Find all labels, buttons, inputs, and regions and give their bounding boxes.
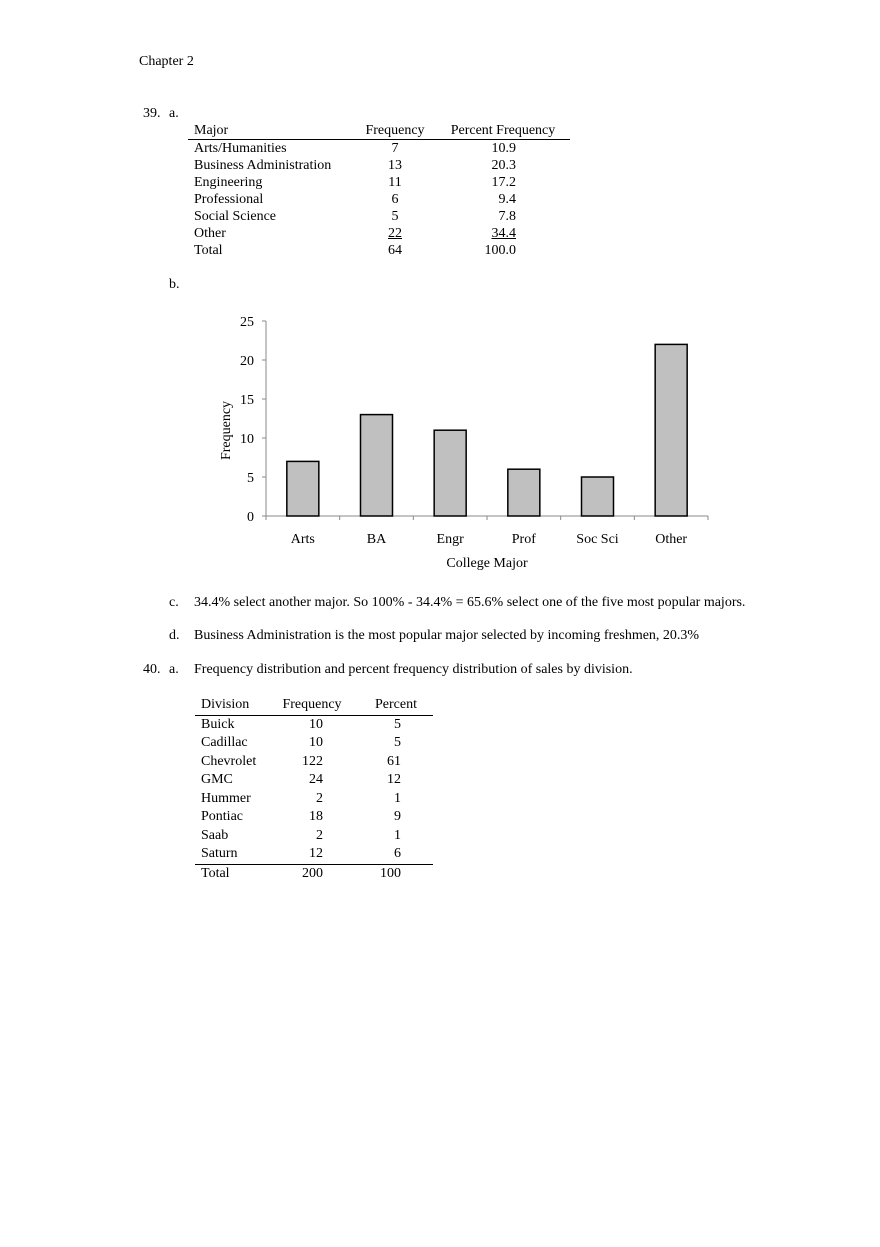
cell-percent: 6: [394, 846, 401, 861]
x-tick-label: Soc Sci: [576, 532, 619, 547]
college-major-bar-chart: [210, 310, 720, 580]
cell-division: Chevrolet: [201, 753, 257, 769]
cell-percent-value: 34.4: [491, 226, 516, 241]
header-percent: Percent: [375, 697, 417, 712]
table-total-row: [195, 865, 433, 884]
cell-division: Saab: [201, 827, 229, 843]
cell-division: Hummer: [201, 790, 251, 806]
problem-40a-text: Frequency distribution and percent frequency distribution of sales by division.: [194, 662, 633, 677]
table-total-row: [188, 242, 570, 259]
table-row: [195, 771, 433, 790]
table-row: [188, 225, 570, 242]
y-axis-title: Frequency: [219, 400, 234, 461]
bar-soc-sci: [582, 477, 614, 516]
cell-frequency: 2: [316, 790, 323, 806]
table-row: [195, 827, 433, 846]
cell-frequency: 5: [391, 209, 399, 224]
x-tick-label: Prof: [511, 532, 536, 547]
cell-total-percent: 100: [380, 865, 401, 881]
table-row: [188, 140, 570, 157]
y-tick-label: 10: [240, 432, 254, 447]
table-row: [188, 157, 570, 174]
bar-engr: [434, 430, 466, 516]
cell-frequency: 24: [309, 772, 323, 787]
division-sales-table: [195, 696, 433, 883]
table-row: [195, 845, 433, 865]
cell-percent: 1: [394, 827, 401, 843]
x-tick-label: BA: [366, 532, 387, 547]
bar-arts: [287, 461, 319, 516]
cell-percent: 9.4: [498, 192, 516, 207]
table-row: [195, 734, 433, 753]
cell-major: Engineering: [194, 175, 263, 190]
table-row: [195, 716, 433, 735]
cell-percent: 12: [387, 772, 401, 787]
cell-division: GMC: [201, 772, 233, 787]
cell-percent: 61: [387, 753, 401, 769]
bar-other: [655, 344, 687, 516]
cell-total-frequency: 200: [302, 865, 323, 881]
header-major: Major: [194, 123, 229, 138]
problem-39c-label: c.: [169, 595, 179, 610]
y-tick-label: 20: [240, 354, 254, 369]
y-tick-label: 15: [240, 393, 254, 408]
header-frequency: Frequency: [282, 697, 342, 712]
major-frequency-table: [188, 122, 570, 259]
problem-40-number: 40.: [143, 662, 161, 677]
problem-39b-label: b.: [169, 277, 180, 292]
cell-frequency: 122: [302, 753, 323, 769]
cell-frequency: 13: [388, 158, 402, 173]
cell-major: Social Science: [194, 209, 277, 224]
y-tick-label: 25: [240, 315, 254, 330]
y-tick-label: 5: [247, 471, 254, 486]
cell-frequency: 12: [309, 846, 323, 861]
cell-total-label: Total: [201, 865, 230, 881]
cell-percent: 20.3: [491, 158, 516, 173]
cell-major: Professional: [194, 192, 264, 207]
cell-frequency: 18: [309, 809, 323, 824]
bar-ba: [361, 415, 393, 516]
chapter-header: Chapter 2: [139, 54, 194, 69]
cell-division: Buick: [201, 716, 235, 732]
table-header-row: [188, 122, 570, 140]
header-division: Division: [201, 697, 250, 712]
cell-major: Business Administration: [194, 158, 332, 173]
cell-frequency: 2: [316, 827, 323, 843]
y-tick-label: 0: [247, 510, 254, 525]
cell-frequency: 7: [391, 141, 399, 156]
cell-division: Cadillac: [201, 735, 248, 750]
cell-major: Other: [194, 226, 226, 241]
table-row: [195, 753, 433, 772]
cell-percent: 7.8: [498, 209, 516, 224]
table-row: [188, 191, 570, 208]
x-tick-label: Engr: [436, 532, 464, 547]
problem-39d-text: Business Administration is the most popular major selected by incoming freshmen, 20.3%: [194, 628, 700, 643]
cell-total-frequency: 64: [388, 243, 402, 258]
table-header-row: [195, 696, 433, 716]
cell-percent: 1: [394, 790, 401, 806]
bar-prof: [508, 469, 540, 516]
cell-division: Pontiac: [201, 809, 243, 824]
problem-39d-label: d.: [169, 628, 180, 643]
cell-frequency: 6: [391, 192, 399, 207]
cell-total-percent: 100.0: [484, 243, 516, 258]
table-row: [195, 790, 433, 809]
cell-division: Saturn: [201, 846, 238, 861]
cell-total-label: Total: [194, 243, 223, 258]
table-row: [188, 174, 570, 191]
problem-39a-label: a.: [169, 106, 179, 121]
cell-percent: [446, 225, 516, 242]
problem-40a-label: a.: [169, 662, 179, 677]
header-percent-frequency: Percent Frequency: [450, 123, 556, 138]
cell-percent: 5: [394, 716, 401, 732]
problem-39-number: 39.: [143, 106, 161, 121]
cell-frequency: 10: [309, 735, 323, 750]
cell-percent: 5: [394, 735, 401, 750]
problem-39c-text: 34.4% select another major. So 100% - 34.4% = 65.6% select one of the five most popular majors.: [194, 595, 746, 610]
x-axis-title: College Major: [446, 556, 528, 571]
x-tick-label: Arts: [290, 532, 315, 547]
cell-major: Arts/Humanities: [194, 141, 287, 156]
table-row: [195, 808, 433, 827]
cell-percent: 10.9: [491, 141, 516, 156]
table-row: [188, 208, 570, 225]
header-frequency: Frequency: [365, 123, 425, 138]
cell-frequency: 22: [388, 226, 402, 241]
x-tick-label: Other: [655, 532, 688, 547]
cell-percent: 9: [394, 809, 401, 824]
cell-percent: 17.2: [491, 175, 516, 190]
cell-frequency: 10: [309, 716, 323, 732]
cell-frequency: 11: [388, 175, 402, 190]
